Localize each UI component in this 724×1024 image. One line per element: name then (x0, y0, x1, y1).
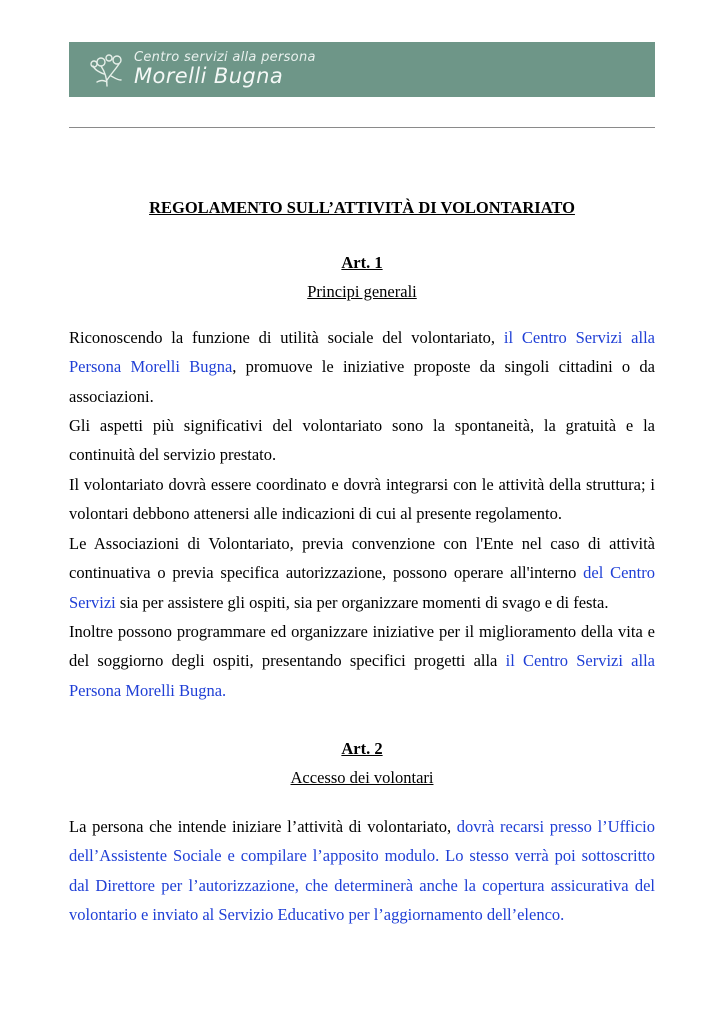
art1-p1-text: Riconoscendo la funzione di utilità sociale del volontariato, (69, 328, 504, 347)
art1-p4-text-end: sia per assistere gli ospiti, sia per organizzare momenti di svago e di festa. (115, 592, 609, 612)
header-subtitle: Centro servizi alla persona (134, 50, 316, 65)
tree-ornament-icon (87, 50, 127, 90)
document-title: REGOLAMENTO SULL’ATTIVITÀ DI VOLONTARIATO (149, 198, 575, 217)
art1-paragraph-2: Gli aspetti più significativi del volontariato sono la spontaneità, la gratuità e la continuità del servizio prestato. (69, 416, 655, 465)
art1-p4-text: Le Associazioni di Volontariato, previa convenzione con l'Ente nel caso di attività continuativa o previa specifica autorizzazione, possono operare all'interno (69, 534, 655, 583)
art1-p5-text: Inoltre possono programmare ed organizzare iniziative per il miglioramento della vita e del soggiorno degli ospiti, presentando specifici progetti alla (69, 622, 655, 671)
art2-subtitle: Accesso dei volontari (290, 768, 434, 787)
art1-subtitle: Principi generali (307, 282, 417, 301)
art2-paragraph-1 (69, 812, 655, 930)
header-banner (69, 42, 655, 97)
art1-paragraph-1 (69, 323, 655, 411)
art2-heading: Art. 2 (341, 739, 383, 758)
header-divider (69, 127, 655, 128)
art1-p5-highlight: il Centro Servizi alla Persona Morelli Bugna. (69, 651, 655, 700)
art1-paragraph-5 (69, 617, 655, 705)
art2-p1-highlight: dovrà recarsi presso l’Ufficio dell’Assistente Sociale e compilare l’apposito modulo. Lo stesso verrà poi sottoscritto dal Direttore per l’autorizzazione, che determinerà anche la copertura assicurativa del volontario e inviato al Servizio Educativo per l’aggiornamento dell’elenco. (69, 817, 656, 925)
art1-paragraph-4 (69, 529, 655, 617)
art1-p1-highlight: il Centro Servizi alla Persona Morelli Bugna (69, 328, 655, 377)
art1-heading: Art. 1 (341, 253, 383, 272)
header-organization-name: Morelli Bugna (134, 64, 284, 88)
art1-p4-highlight: del Centro Servizi (69, 563, 655, 612)
art2-p1-text: La persona che intende iniziare l’attività di volontariato, (69, 817, 457, 836)
art1-p1-text-end: , promuove le iniziative proposte da singoli cittadini o da associazioni. (69, 357, 655, 406)
art1-paragraph-3: Il volontariato dovrà essere coordinato e dovrà integrarsi con le attività della struttura; i volontari debbono attenersi alle indicazioni di cui al presente regolamento. (69, 475, 655, 524)
